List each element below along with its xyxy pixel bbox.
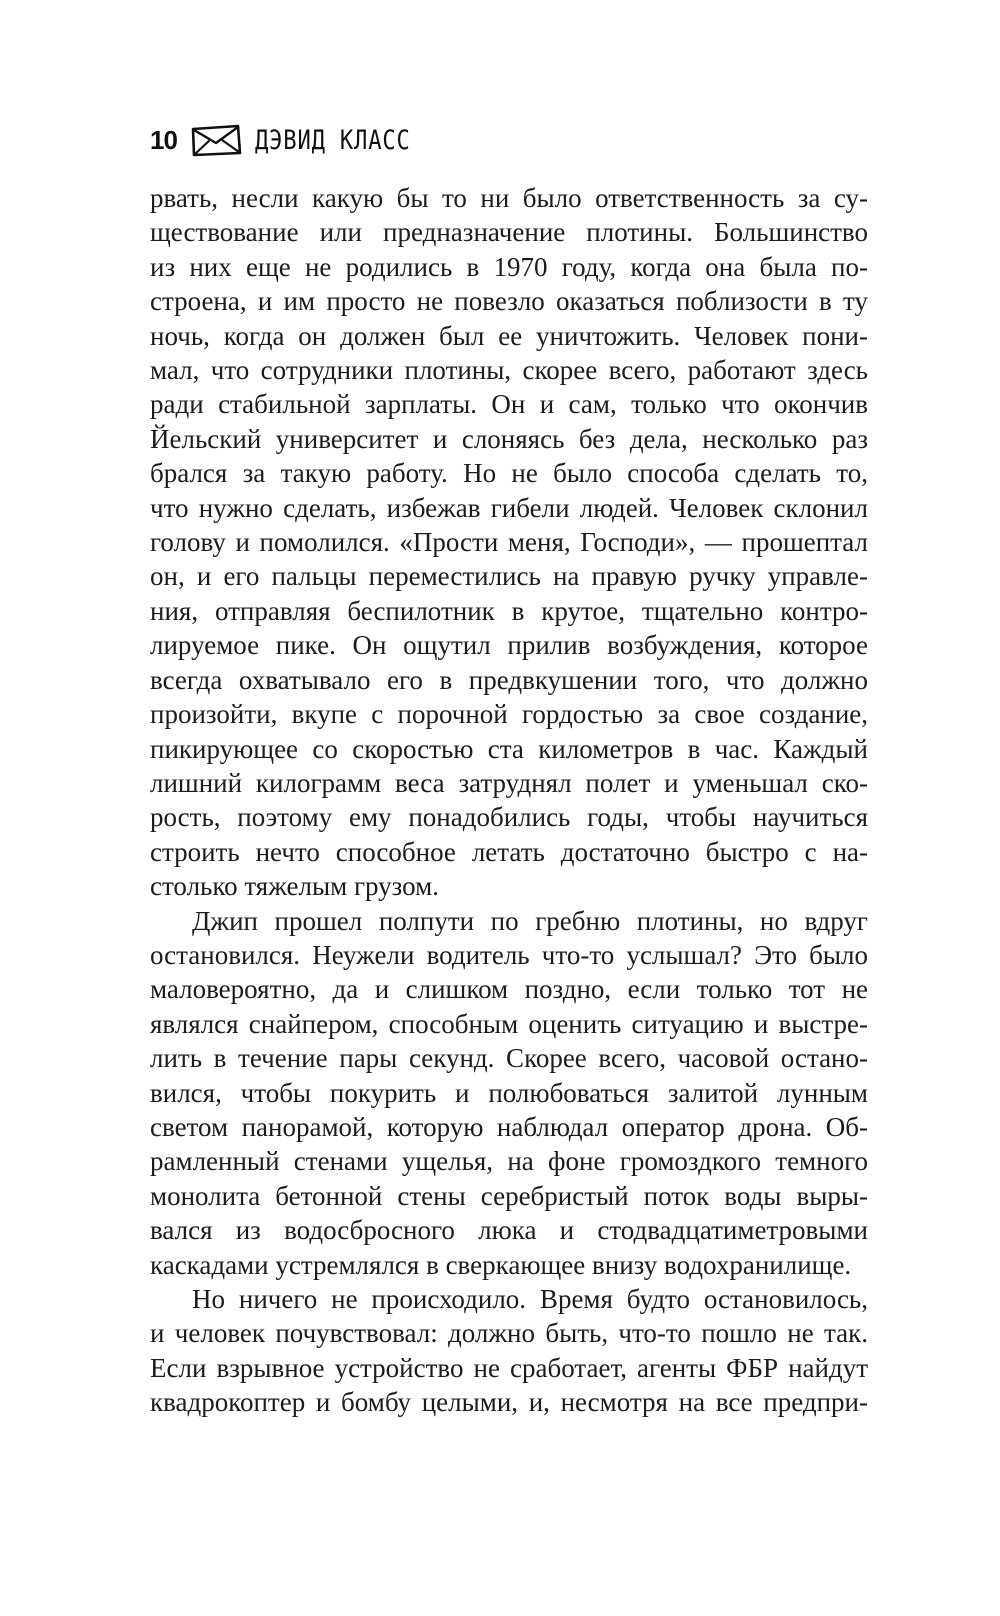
text-line: Но ничего не происходило. Время будто остановилось, xyxy=(192,1284,868,1314)
page-number: 10 xyxy=(150,124,177,155)
text-line: квадрокоптер и бомбу целыми, и, несмотря на все предпри- xyxy=(150,1387,868,1418)
text-line: голову и помолился. «Прости меня, Господи», — прошептал xyxy=(150,527,868,558)
text-line: каскадами устремлялся в сверкающее внизу водохранилище. xyxy=(150,1249,852,1280)
text-line: пикирующее со скоростью ста километров в час. Каждый xyxy=(150,733,868,764)
text-line: ния, отправляя беспилотник в крутое, тщательно контро- xyxy=(150,595,868,626)
text-line: ществование или предназначение плотины. Большинство xyxy=(150,217,868,248)
text-line: что нужно сделать, избежав гибели людей. Человек склонил xyxy=(150,492,868,523)
text-line: рвать, несли какую бы то ни было ответственность за су- xyxy=(150,183,868,213)
body-text xyxy=(150,181,868,1420)
text-line: светом панорамой, которую наблюдал оператор дрона. Об- xyxy=(150,1111,868,1142)
text-line: остановился. Неужели водитель что-то услышал? Это было xyxy=(150,939,868,970)
text-line: лишний килограмм веса затруднял полет и уменьшал ско- xyxy=(150,767,868,798)
text-line: брался за такую работу. Но не было способа сделать то, xyxy=(150,458,868,489)
running-head xyxy=(150,116,445,164)
text-line: ночь, когда он должен был ее уничтожить. Человек пони- xyxy=(150,320,868,351)
text-line: строена, и им просто не повезло оказаться поблизости в ту xyxy=(150,286,868,317)
text-line: из них еще не родились в 1970 году, когда она была по- xyxy=(150,251,868,282)
text-line: произойти, вкупе с порочной гордостью за свое создание, xyxy=(150,699,868,730)
text-line: Джип прошел полпути по гребню плотины, но вдруг xyxy=(192,905,868,936)
text-line: и человек почувствовал: должно быть, что-то пошло не так. xyxy=(150,1318,868,1349)
text-line: лируемое пике. Он ощутил прилив возбуждения, которое xyxy=(150,630,868,661)
text-line: мал, что сотрудники плотины, скорее всего, работают здесь xyxy=(150,355,868,386)
text-line: рамленный стенами ущелья, на фоне громоздкого темного xyxy=(150,1146,868,1177)
text-line: всегда охватывало его в предвкушении того, что должно xyxy=(150,664,868,695)
text-line: столько тяжелым грузом. xyxy=(150,871,439,902)
envelope-icon xyxy=(189,122,243,158)
text-line: рость, поэтому ему понадобились годы, чтобы научиться xyxy=(150,802,868,833)
text-line: Йельский университет и слоняясь без дела, несколько раз xyxy=(150,423,868,454)
text-line: строить нечто способное летать достаточно быстро с на- xyxy=(150,836,868,867)
text-line: ради стабильной зарплаты. Он и сам, только что окончив xyxy=(150,389,868,420)
text-line: являлся снайпером, способным оценить ситуацию и выстре- xyxy=(150,1008,868,1039)
text-line: вался из водосбросного люка и стодвадцатиметровыми xyxy=(150,1215,868,1246)
text-line: Если взрывное устройство не сработает, агенты ФБР найдут xyxy=(150,1352,868,1383)
text-line: монолита бетонной стены серебристый поток воды выры- xyxy=(150,1180,868,1211)
text-line: вился, чтобы покурить и полюбоваться залитой лунным xyxy=(150,1077,868,1108)
book-author: ДЭВИД КЛАСС xyxy=(254,124,411,156)
text-line: он, и его пальцы переместились на правую ручку управле- xyxy=(150,561,868,592)
text-line: лить в течение пары секунд. Скорее всего, часовой остано- xyxy=(150,1043,868,1074)
text-line: маловероятно, да и слишком поздно, если только тот не xyxy=(150,974,868,1005)
